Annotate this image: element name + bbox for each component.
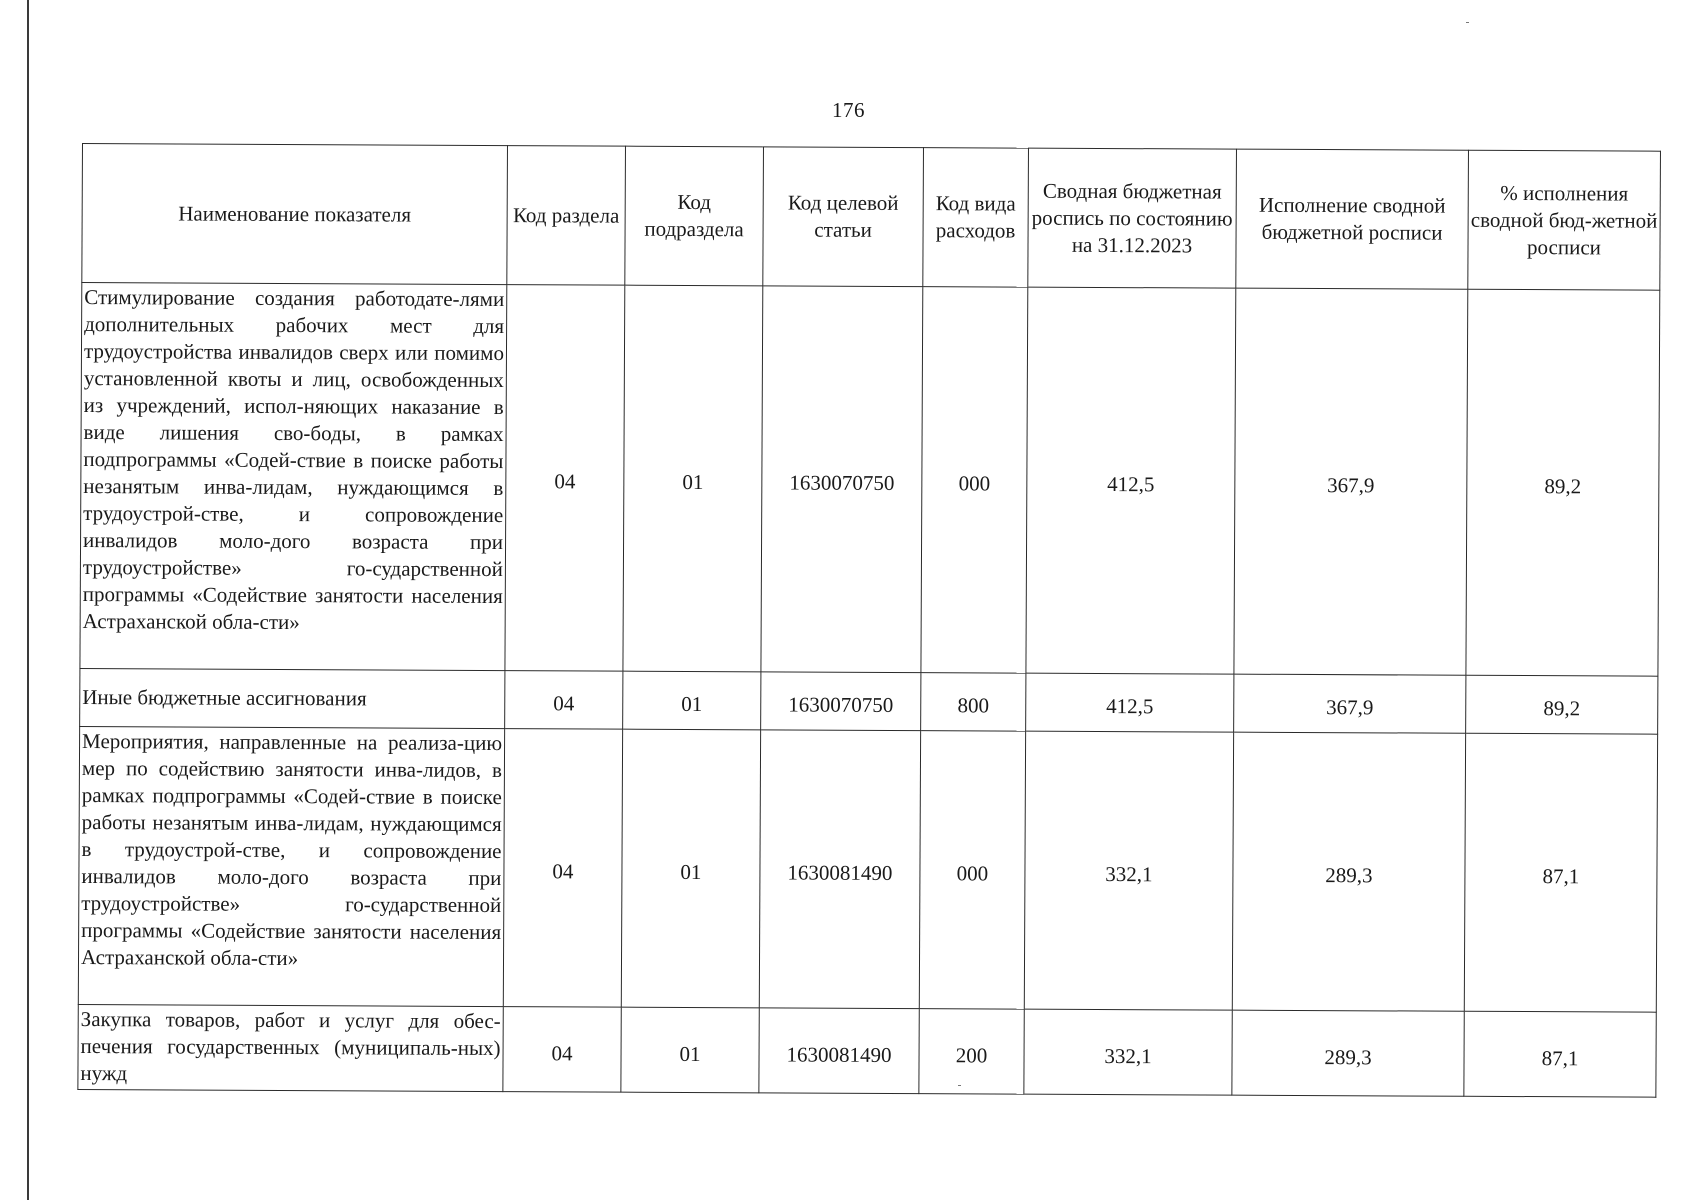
row-target-code: 1630070750 (761, 286, 923, 673)
row-execution-value: 289,3 (1232, 732, 1465, 1011)
row-subsection-code: 01 (621, 729, 760, 1008)
row-execution-value: 289,3 (1232, 1010, 1464, 1096)
header-target-code: Код целевой статьи (763, 147, 924, 287)
header-row (82, 144, 1661, 291)
budget-execution-table (77, 143, 1661, 1098)
row-indicator-name: Иные бюджетные ассигнования (80, 668, 505, 728)
row-expense-type-code: 800 (921, 673, 1026, 732)
row-target-code: 1630081490 (759, 730, 920, 1009)
row-subsection-code: 01 (623, 671, 761, 730)
table-header (82, 144, 1661, 291)
header-indicator-name: Наименование показателя (82, 144, 508, 285)
table-row (80, 668, 1658, 734)
header-percent: % исполнения сводной бюд-жетной росписи (1468, 150, 1661, 290)
row-indicator-name: Закупка товаров, работ и услуг для обес-печения государственных (муниципаль-ных) нужд (78, 1004, 503, 1091)
header-execution: Исполнение сводной бюджетной росписи (1236, 149, 1469, 289)
binding-margin-line (27, 0, 29, 1200)
table-body (78, 283, 1660, 1098)
row-indicator-name: Мероприятия, направленные на реализа-цию мер по содействию занятости инва-лидов, в рамках подпрограммы «Содей-ствие в поиске работы незанятым инва-лидам, нуждающимся в трудоустрой-стве, и сопровождение инвалидов моло-дого возраста при трудоустройстве» го-сударственной программы «Содействие занятости населения Астраханской обла-сти» (78, 726, 504, 1006)
row-expense-type-code: 000 (919, 731, 1025, 1010)
row-budget-value: 332,1 (1024, 1009, 1232, 1095)
row-percent-value: 87,1 (1464, 1011, 1656, 1097)
header-expense-type-code: Код вида расходов (923, 148, 1029, 288)
row-budget-value: 412,5 (1026, 287, 1236, 674)
row-expense-type-code: 000 (921, 287, 1028, 674)
header-section-code: Код раздела (507, 146, 626, 286)
row-percent-value: 87,1 (1464, 733, 1657, 1012)
table-row (78, 1004, 1656, 1097)
page-number: 176 (832, 98, 865, 122)
row-budget-value: 412,5 (1026, 673, 1234, 732)
row-indicator-name: Стимулирование создания работодате-лями дополнительных рабочих мест для трудоустройства инвалидов сверх или помимо установленной квоты и лиц, освобожденных из учреждений, испол-няющих наказание в виде лишения сво-боды, в рамках подпрограммы «Содей-ствие в поиске работы незанятым инва-лидам, нуждающимся в трудоустрой-стве, и сопровождение инвалидов моло-дого возраста при трудоустройстве» го-сударственной программы «Содействие занятости населения Астраханской обла-сти» (80, 283, 507, 671)
table-row (80, 283, 1660, 677)
header-budget-list: Сводная бюджетная роспись по состоянию на 31.12.2023 (1028, 148, 1237, 288)
row-target-code: 1630081490 (759, 1008, 919, 1094)
row-target-code: 1630070750 (761, 672, 921, 731)
row-section-code: 04 (505, 671, 623, 730)
row-execution-value: 367,9 (1234, 288, 1468, 675)
scan-speck (1466, 22, 1469, 23)
row-subsection-code: 01 (621, 1007, 759, 1093)
table-row (78, 726, 1657, 1012)
row-subsection-code: 01 (623, 285, 763, 672)
row-section-code: 04 (503, 1007, 621, 1093)
row-percent-value: 89,2 (1466, 289, 1660, 676)
header-subsection-code: Код подраздела (625, 146, 764, 286)
row-execution-value: 367,9 (1234, 674, 1466, 733)
row-expense-type-code: 200 (919, 1009, 1024, 1095)
row-percent-value: 89,2 (1466, 675, 1658, 734)
row-section-code: 04 (505, 285, 625, 672)
row-budget-value: 332,1 (1024, 731, 1233, 1010)
row-section-code: 04 (503, 729, 622, 1008)
